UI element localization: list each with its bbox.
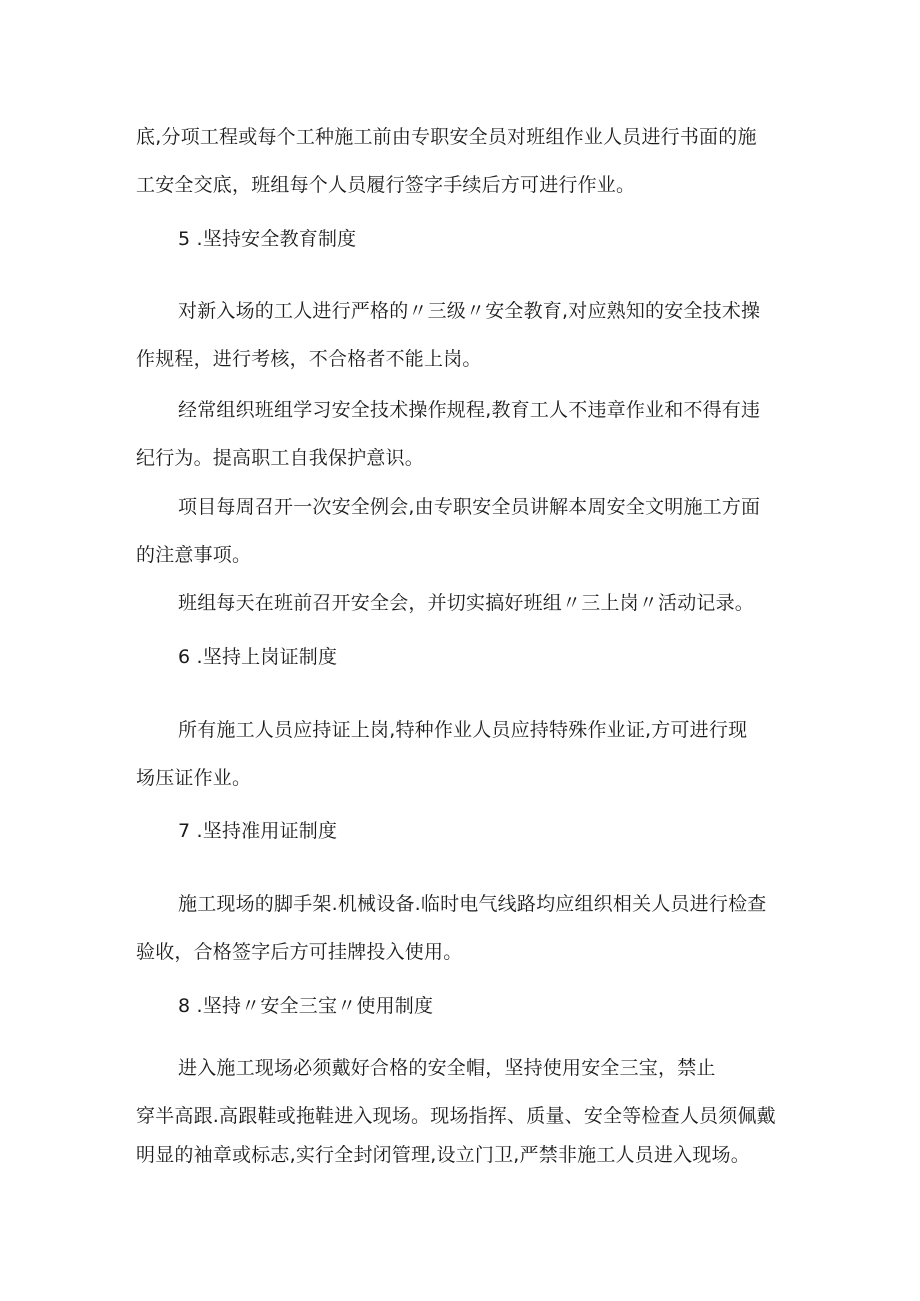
paragraph-line: 底,分项工程或每个工种施工前由专职安全员对班组作业人员进行书面的施 [136, 126, 757, 148]
section-heading-7: 7 .坚持准用证制度 [178, 820, 338, 842]
paragraph-line: 验收，合格签字后方可挂牌投入使用。 [136, 941, 463, 963]
paragraph-line: 明显的袖章或标志,实行全封闭管理,设立门卫,严禁非施工人员进入现场。 [136, 1144, 750, 1166]
paragraph-line: 穿半高跟.高跟鞋或拖鞋进入现场。现场指挥、质量、安全等检查人员须佩戴 [136, 1105, 776, 1127]
paragraph-line: 所有施工人员应持证上岗,特种作业人员应持特殊作业证,方可进行现 [178, 719, 748, 741]
paragraph-line: 班组每天在班前召开安全会，并切实搞好班组〃三上岗〃活动记录。 [178, 592, 755, 614]
paragraph-line: 工安全交底，班组每个人员履行签字手续后方可进行作业。 [136, 174, 636, 196]
paragraph-line: 项目每周召开一次安全例会,由专职安全员讲解本周安全文明施工方面 [178, 496, 761, 518]
paragraph-line: 进入施工现场必须戴好合格的安全帽，坚持使用安全三宝，禁止 [178, 1057, 716, 1079]
paragraph-line: 作规程，进行考核，不合格者不能上岗。 [136, 348, 482, 370]
section-heading-8: 8 .坚持〃安全三宝〃使用制度 [178, 995, 434, 1017]
section-heading-5: 5 .坚持安全教育制度 [178, 228, 357, 250]
section-heading-6: 6 .坚持上岗证制度 [178, 646, 338, 668]
paragraph-line: 场压证作业。 [136, 767, 252, 789]
paragraph-line: 纪行为。提高职工自我保护意识。 [136, 447, 425, 469]
paragraph-line: 施工现场的脚手架.机械设备.临时电气线路均应组织相关人员进行检查 [178, 893, 767, 915]
paragraph-line: 经常组织班组学习安全技术操作规程,教育工人不违章作业和不得有违 [178, 399, 761, 421]
paragraph-line: 的注意事项。 [136, 544, 252, 566]
paragraph-line: 对新入场的工人进行严格的〃三级〃安全教育,对应熟知的安全技术操 [178, 300, 761, 322]
